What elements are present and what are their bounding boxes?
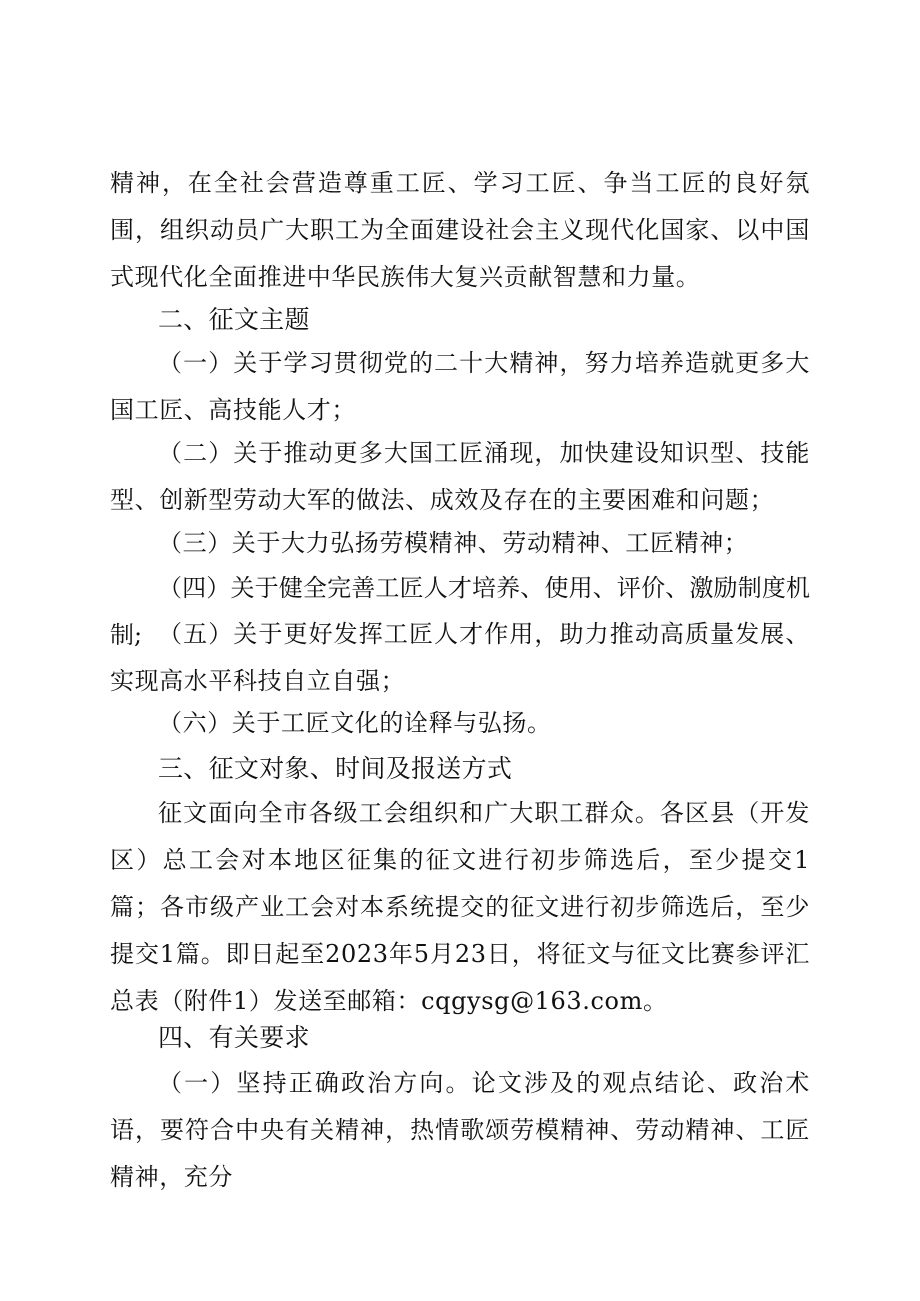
topic-item-3: （三）关于大力弘扬劳模精神、劳动精神、工匠精神； bbox=[158, 529, 749, 557]
intro-paragraph: 精神，在全社会营造尊重工匠、学习工匠、争当工匠的良好氛围，组织动员广大职工为全面建设社会主义现代化国家、以中国式现代化全面推进中华民族伟大复兴贡献智慧和力量。 bbox=[110, 169, 810, 291]
topic-item-4: （四）关于健全完善工匠人才培养、使用、评价、激励制度机制; bbox=[110, 574, 810, 649]
topic-item-2: （二）关于推动更多大国工匠涌现，加快建设知识型、技能型、创新型劳动大军的做法、成效及存在的主要困难和问题； bbox=[110, 439, 810, 514]
section-heading-submission: 三、征文对象、时间及报送方式 bbox=[158, 754, 513, 783]
submission-paragraph: 征文面向全市各级工会组织和广大职工群众。各区县（开发区）总工会对本地区征集的征文进行初步筛选后，至少提交1篇；各市级产业工会对本系统提交的征文进行初步筛选后，至少提交1篇。即日起至2023年5月23日，将征文与征文比赛参评汇总表（附件1）发送至邮箱：cqgysg@163.com。 bbox=[110, 799, 810, 1015]
section-heading-requirements: 四、有关要求 bbox=[158, 1023, 310, 1052]
topic-item-6: （六）关于工匠文化的诠释与弘扬。 bbox=[158, 709, 552, 737]
section-heading-topics: 二、征文主题 bbox=[158, 305, 310, 334]
requirement-item-1: （一）坚持正确政治方向。论文涉及的观点结论、政治术语，要符合中央有关精神，热情歌颂劳模精神、劳动精神、工匠精神，充分 bbox=[110, 1069, 810, 1191]
topic-item-5: （五）关于更好发挥工匠人才作用，助力推动高质量发展、实现高水平科技自立自强； bbox=[110, 620, 810, 695]
topic-item-1: （一）关于学习贯彻党的二十大精神，努力培养造就更多大国工匠、高技能人才； bbox=[110, 349, 810, 424]
